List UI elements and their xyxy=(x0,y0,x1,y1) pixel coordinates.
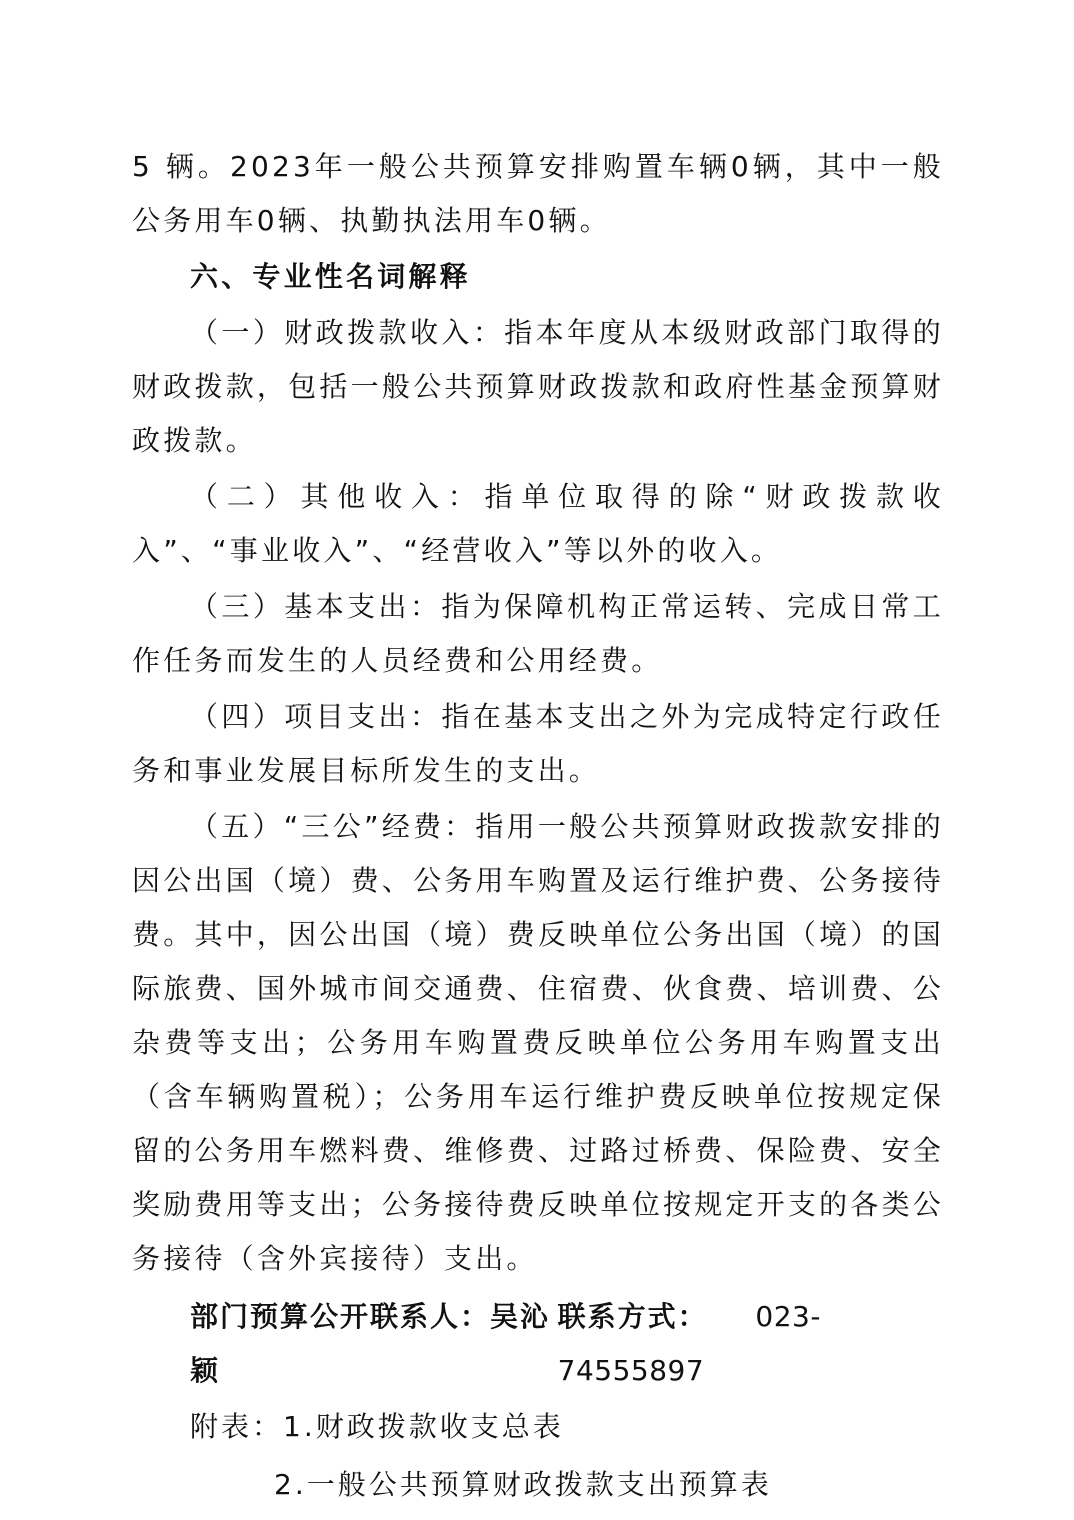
term-paragraph-5: （五）“三公”经费：指用一般公共预算财政拨款安排的因公出国（境）费、公务用车购置及运行维护费、公务接待费。其中，因公出国（境）费反映单位公务出国（境）的国际旅费、国外城市间交通费、住宿费、伙食费、培训费、公杂费等支出；公务用车购置费反映单位公务用车购置支出（含车辆购置税）；公务用车运行维护费反映单位按规定保留的公务用车燃料费、维修费、过路过桥费、保险费、安全奖励费用等支出；公务接待费反映单位按规定开支的各类公务接待（含外宾接待）支出。 xyxy=(132,810,944,1275)
contact-method-label: 联系方式： xyxy=(557,1300,708,1333)
contact-method xyxy=(558,1290,944,1398)
section-heading: 六、专业性名词解释 xyxy=(190,260,471,293)
intro-paragraph: 5 辆。2023年一般公共预算安排购置车辆0辆，其中一般公务用车0辆、执勤执法用车0辆。 xyxy=(132,150,944,237)
document-page xyxy=(132,140,944,1512)
contact-line xyxy=(132,1290,944,1398)
appendix-label: 附表：1.财政拨款收支总表 xyxy=(190,1410,564,1443)
contact-phone: 023-74555897 xyxy=(557,1300,821,1387)
term-paragraph-1: （一）财政拨款收入：指本年度从本级财政部门取得的财政拨款，包括一般公共预算财政拨款和政府性基金预算财政拨款。 xyxy=(132,316,944,457)
term-paragraph-4: （四）项目支出：指在基本支出之外为完成特定行政任务和事业发展目标所发生的支出。 xyxy=(132,700,944,787)
term-paragraph-2: （二）其他收入：指单位取得的除“财政拨款收入”、“事业收入”、“经营收入”等以外的收入。 xyxy=(132,480,944,567)
appendix-item-2: 2.一般公共预算财政拨款支出预算表 xyxy=(274,1468,772,1501)
term-paragraph-3: （三）基本支出：指为保障机构正常运转、完成日常工作任务而发生的人员经费和公用经费。 xyxy=(132,590,944,677)
contact-person: 部门预算公开联系人：吴沁颖 xyxy=(190,1300,551,1387)
